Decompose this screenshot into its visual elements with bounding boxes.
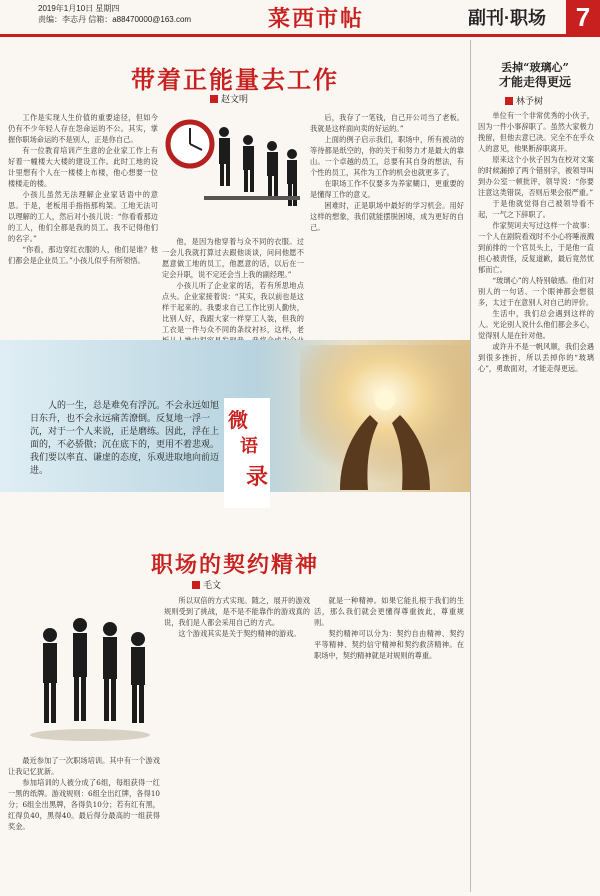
paragraph: 小孩儿听了企业家的话，若有所思地点点头。企业家接着说：“其实，我以前也是这样干起来的。我要求自己工作比别人勤快，比别人好，我跟大家一样穿工人装，但我的工衣是一件与众不同的条纹衬衫，这样，老 <box>162 281 304 334</box>
paragraph: 于是他就觉得自己被领导看不起，一气之下辞职了。 <box>478 199 594 219</box>
page-number: 7 <box>566 0 600 34</box>
paragraph: 单位有一个非常优秀的小伙子，因为一件小事辞职了。虽然大家极力挽留，但他去意已决。完全不在乎众人的意见，他果断辞职离开。 <box>478 111 594 153</box>
paragraph: 契约精神可以分为：契约自由精神、契约平等精神、契约信守精神和契约救济精神。在职场中，契约精神就是对规则的尊重。 <box>314 629 464 660</box>
paragraph: 后，我存了一笔钱，自己开公司当了老板。我就是这样面向卖的好运的。” <box>310 113 464 133</box>
paragraph: 工作是实现人生价值的重要途径，但如今仍有不少年轻人存在怨命运的不公。其实，掌握你职场命运的不是别人，正是你自己。 <box>8 113 158 144</box>
paragraph: 所以双倍的方式实现。随之，展开的游戏规则受到了挑战，是不是不能靠作的游戏真的说，我们是人都会采用自己的方式。 <box>164 596 310 627</box>
section-title: 副刊·职场 <box>468 8 546 28</box>
paragraph: 最近参加了一次职场培训。其中有一个游戏让我记忆犹新。 <box>8 756 160 776</box>
paragraph: 参加培训的人被分成了6组，每组获得一红一黑的纸牌。游戏规则：6组全出红牌，各得10分；6组全出黑牌，各得负10分；若有红有黑，红得负40，黑得40。最后得分最高的一组获得奖金。 <box>8 778 160 831</box>
paragraph: 他，是因为他穿着与众不同的衣服。过一会儿我就打算过去跟他谈谈，问问他愿不愿意做工地的员工，他愿意的话，以后在一定会升职，说不定还会当上我的副经理。” <box>162 237 304 279</box>
newspaper-logo: 菜西市帖 <box>268 6 365 32</box>
sidebar-author: 林予树 <box>516 96 544 106</box>
business-team-silhouette-image <box>22 595 157 750</box>
sidebar-byline <box>505 94 543 107</box>
paragraph: 作家契诃夫写过这样一个故事：一个人在剧院看戏时不小心将唾液溅到前排的一个官员头上，于是他一直担心被责怪，反复道歉，最后竟然忧郁而亡。 <box>478 221 594 274</box>
page-header <box>0 0 600 34</box>
paragraph: 这个游戏其实是关于契约精神的游戏。 <box>178 629 301 638</box>
hands-sunlight-image <box>300 345 470 490</box>
sidebar-column <box>478 110 594 890</box>
issue-date: 2019年1月10日 星期四 <box>38 4 120 13</box>
column-divider <box>470 40 471 892</box>
paragraph: 生活中，我们总会遇到这样的人。光论别人说什么他们都会多心，觉得别人是在针对他。 <box>478 309 594 340</box>
article1-column-2 <box>162 236 304 336</box>
quote-tag-char: 录 <box>246 464 269 490</box>
quote-tag <box>224 398 270 508</box>
paragraph: 有一位教育培训产生意的企业家工作上有好着一幢楼大大楼的建设工作。此时工地的设计里想有个人在一楼楼上布楼，他心想要一位楼楼走的楼。 <box>8 146 158 188</box>
article2-author: 毛文 <box>203 580 222 590</box>
article2-column-1 <box>8 755 160 890</box>
paragraph: 在职场工作不仅要多为养家糊口，更重要的是懂得工作的意义。 <box>310 179 464 199</box>
article2-byline <box>192 578 221 591</box>
paragraph: “你看，那边穿红衣服的人，他们是谁？他们都会是企业员工。”小孩儿似乎有所领悟。 <box>8 245 158 265</box>
paragraph: “玻璃心”的人特别敏感。他们对别人的一句话、一个眼神都会想很多，太过于在意别人对自己的评价。 <box>478 276 594 307</box>
business-people-illustration <box>164 110 302 230</box>
byline-marker-icon <box>210 95 218 103</box>
quote-tag-char: 微 <box>228 408 248 432</box>
article1-title: 带着正能量去工作 <box>131 65 339 94</box>
byline-marker-icon <box>505 97 513 105</box>
article1-column-1 <box>8 112 158 336</box>
quote-tag-char: 语 <box>240 436 258 457</box>
editor-contact: 责编：李志丹 信箱：a88470000@163.com <box>38 15 192 24</box>
paragraph: 或许升不是一帆风顺，我们会遇到很多挫折，所以丢掉你的“玻璃心”，勇敢面对，才能走得更远。 <box>478 342 594 373</box>
article1-author: 赵文明 <box>221 94 249 104</box>
article1-column-3 <box>310 112 464 336</box>
byline-marker-icon <box>192 581 200 589</box>
paragraph: 小孩儿虽然无法理解企业家话语中的意思。于是，老板用手指指那构架。工地无法可以理解的工人，然后对小孩儿说：“你看看那边的工人，他们全都是我的员工。我不记得他们的名字。” <box>8 190 158 243</box>
sidebar-title <box>470 60 600 90</box>
quote-paragraph: 人的一生，总是难免有浮沉。不会永远如旭日东升，也不会永远痛苦潦倒。反复地一浮一沉，对于一个人来说，正是磨练。因此，浮在上面的，不必骄傲；沉在底下的，更用不着悲观。我们要以率直、谦虚的态度，乐观进取地向前迈进。 <box>30 401 220 476</box>
quote-text <box>30 400 220 478</box>
article2-column-2 <box>164 595 310 890</box>
paragraph: 原来这个小伙子因为在校对文案的时候漏掉了两个错别字，被领导叫到办公室一顿批评，领导说：“你要注意这类错误，否则后果会很严重。” <box>478 155 594 197</box>
paragraph: 困难时，正是职场中最好的学习机会。用好这样的想象，我们就能摆脱困境，成为更好的自己。 <box>310 201 464 232</box>
sidebar-title-line2: 才能走得更远 <box>498 75 571 89</box>
article1-byline <box>210 92 248 105</box>
paragraph: 就是一种精神。如果它能扎根于我们的生活，那么我们就会更懂得尊重彼此，尊重规则。 <box>314 596 464 627</box>
article2-title: 职场的契约精神 <box>150 552 319 578</box>
header-rule <box>0 34 600 37</box>
sidebar-title-line1: 丢掉“玻璃心” <box>501 61 569 74</box>
paragraph: 上面的例子启示我们，职场中，所有被动的等待都是纸空的，你的关于和努力才是最大的靠山。一个卓越的员工，总要有其自身的想法，有个性的员工，其作为工作的机会也就更多了。 <box>310 135 464 177</box>
article2-column-3 <box>314 595 464 890</box>
header-info <box>38 3 191 25</box>
